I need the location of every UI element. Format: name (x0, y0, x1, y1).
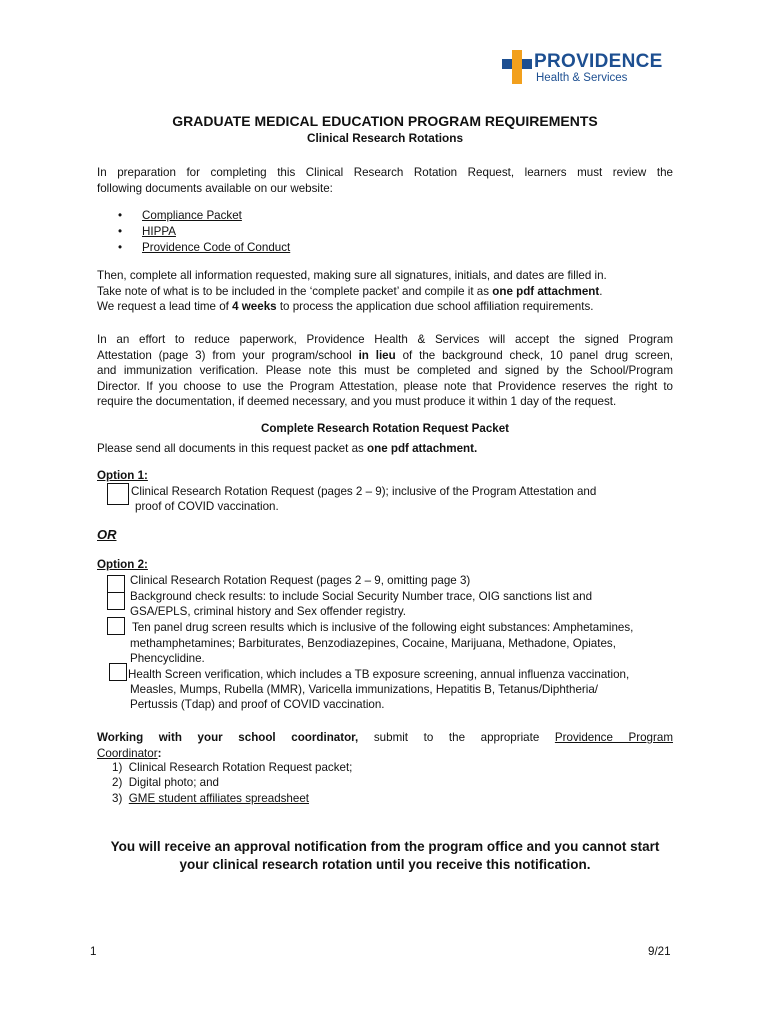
page-title: GRADUATE MEDICAL EDUCATION PROGRAM REQUIREMENTS (172, 113, 598, 129)
option2-checkbox-2[interactable] (107, 592, 125, 610)
cross-icon (502, 50, 532, 84)
link-program-coordinator[interactable]: Providence Program (554, 731, 673, 744)
link-code-of-conduct[interactable]: Providence Code of Conduct (142, 241, 291, 254)
option2-item-2a: Background check results: to include Social Security Number trace, OIG sanctions list and (130, 590, 593, 603)
option2-checkbox-4[interactable] (109, 663, 127, 681)
link-hippa[interactable]: HIPPA (142, 225, 176, 238)
logo-wordmark: PROVIDENCE (534, 51, 663, 72)
option2-checkbox-3[interactable] (107, 617, 125, 635)
option1-label: Option 1: (97, 469, 148, 482)
coordinator-paragraph: Working with your school coordinator, submit to the appropriate Providence Program Coordinator: (97, 731, 673, 760)
intro-paragraph: In preparation for completing this Clinical Research Rotation Request, learners must review the following documents available on our website: (97, 166, 673, 195)
option2-item-3b: methamphetamines; Barbiturates, Benzodiazepines, Cocaine, Marijuana, Methadone, Opiates, (130, 637, 616, 650)
page-number: 1 (90, 945, 97, 958)
option2-item-2b: GSA/EPLS, criminal history and Sex offender registry. (130, 605, 407, 618)
link-compliance-packet[interactable]: Compliance Packet (142, 209, 242, 222)
packet-instruction: Please send all documents in this request packet as one pdf attachment. (97, 442, 478, 455)
link-gme-spreadsheet[interactable]: GME student affiliates spreadsheet (128, 792, 310, 805)
option2-label: Option 2: (97, 558, 148, 571)
option2-item-4c: Pertussis (Tdap) and proof of COVID vaccination. (130, 698, 385, 711)
option2-item-3a: Ten panel drug screen results which is inclusive of the following eight substances: Amphetamines, (132, 621, 634, 634)
option1-text-2: proof of COVID vaccination. (135, 500, 279, 513)
instructions-paragraph: Then, complete all information requested, making sure all signatures, initials, and dates are filled in. Take note of what is to be included in the ‘complete packet’ and compile it as one pdf attachment. We request a lead time of 4 weeks to process the application due school affiliation requirements. (97, 269, 607, 313)
page-subtitle: Clinical Research Rotations (306, 131, 464, 145)
option1-checkbox[interactable] (107, 483, 129, 505)
option2-item-1: Clinical Research Rotation Request (pages 2 – 9, omitting page 3) (130, 574, 471, 587)
option1-text-1: Clinical Research Rotation Request (pages 2 – 9); inclusive of the Program Attestation and (131, 485, 597, 498)
option2-item-4a: Health Screen verification, which includes a TB exposure screening, annual influenza vaccination, (128, 668, 630, 681)
option2-checkbox-1[interactable] (107, 575, 125, 593)
approval-notice: You will receive an approval notification from the program office and you cannot start your clinical research rotation until you receive this notification. (110, 839, 660, 872)
coord-list-3: 3) GME student affiliates spreadsheet (112, 792, 310, 805)
logo-subtitle: Health & Services (536, 72, 628, 84)
coord-list-2: 2) Digital photo; and (112, 776, 220, 789)
option2-item-3c: Phencyclidine. (130, 652, 205, 665)
or-separator: OR (97, 527, 117, 542)
revision-date: 9/21 (648, 945, 671, 958)
coord-list-1: 1) Clinical Research Rotation Request packet; (112, 761, 353, 774)
packet-heading: Complete Research Rotation Request Packet (260, 422, 510, 435)
option2-item-4b: Measles, Mumps, Rubella (MMR), Varicella immunizations, Hepatitis B, Tetanus/Diphtheria/ (130, 683, 599, 696)
attestation-paragraph: In an effort to reduce paperwork, Providence Health & Services will accept the signed Program Attestation (page 3) from your program/school in lieu of the background check, 10 panel drug screen, and immunization verification. Please note this must be completed and signed by the School/Program Director. If you choose to use the Program Attestation, please note that Providence reserves the right to require the documentation, if deemed necessary, and you must produce it within 1 day of the request. (97, 333, 673, 408)
providence-logo (500, 48, 680, 88)
